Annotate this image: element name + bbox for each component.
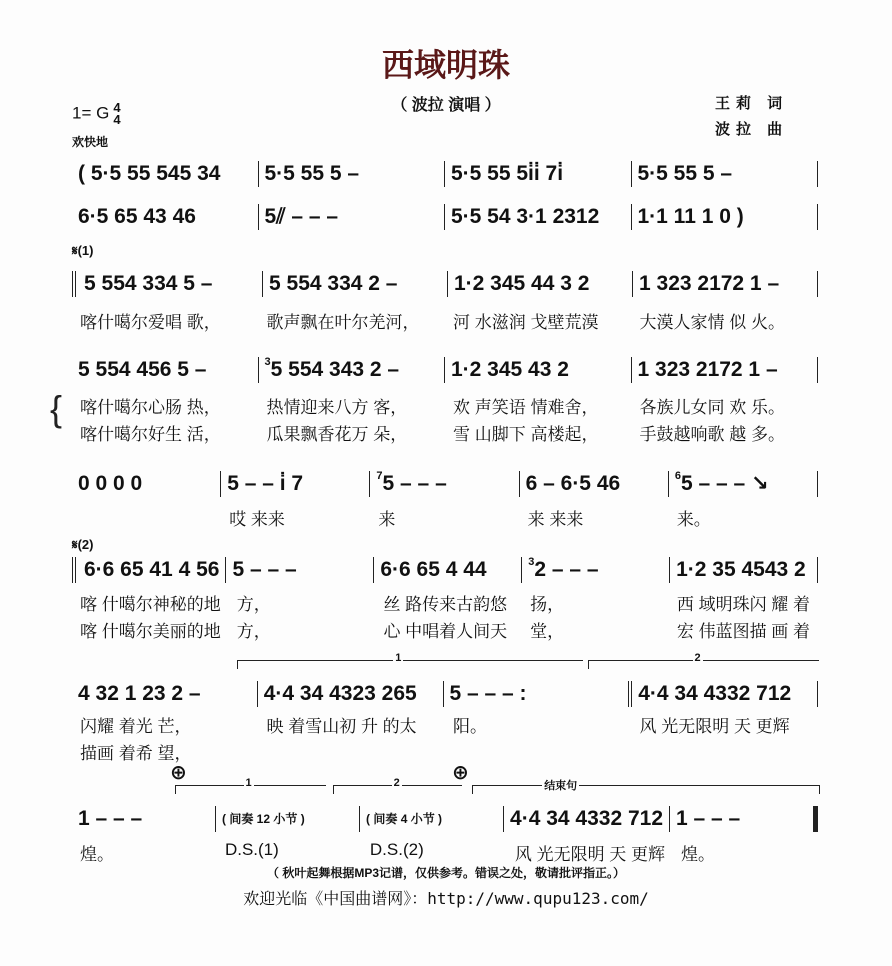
- notation-row: [72, 270, 818, 298]
- measure-notes: 5⫽ – – –: [264, 205, 339, 228]
- measure-notes: 5 – – –: [382, 472, 447, 495]
- measure: [221, 471, 370, 497]
- measure-notes: 6·5 65 43 46: [78, 205, 196, 228]
- lyric-segment: 风 光无限明 天 更辉: [639, 717, 790, 736]
- measure: [263, 271, 448, 297]
- lyricist: 王莉 词: [715, 95, 789, 112]
- lyric-segment: 来: [378, 510, 396, 529]
- measure-notes: 1 323 2172 1 –: [639, 272, 780, 295]
- lyric-segment: 煌。: [80, 845, 114, 864]
- measure-notes: 5 – – – :: [449, 682, 527, 705]
- lyric-segment: 西 域明珠闪 耀 着: [676, 595, 811, 614]
- volta-label: 1: [245, 777, 252, 789]
- lyrics-line: [72, 393, 818, 418]
- lyric-segment: 手鼓越响歌 越 多。: [639, 425, 785, 444]
- performer: （ 波拉 演唱 ）: [391, 97, 501, 114]
- notation-row: [72, 356, 818, 384]
- measure-notes: 6·6 65 41 4 56: [84, 558, 220, 581]
- lyric-segment: D.S.(1): [224, 840, 279, 859]
- lyric-segment: 丝 路传来古韵悠: [383, 595, 508, 614]
- measure-notes: 1·2 345 44 3 2: [454, 272, 590, 295]
- measure: [632, 357, 819, 383]
- measure: [226, 557, 374, 583]
- measure-notes: 5 – – i̇ 7: [227, 472, 304, 495]
- measure: [72, 806, 216, 832]
- measure-notes: 5 554 343 2 –: [270, 358, 400, 381]
- measure: [370, 471, 519, 497]
- lyric-segment: 阳。: [453, 717, 487, 736]
- lyric-segment: 来。: [676, 510, 711, 529]
- lyric-segment: 描画 着希 望，: [80, 744, 192, 763]
- ending-label: 结束句: [542, 777, 579, 793]
- volta-label: 2: [694, 652, 701, 664]
- notation-row: [72, 680, 818, 708]
- measure-notes: 6 – 6·5 46: [525, 472, 621, 495]
- lyric-segment: 风 光无限明 天 更辉: [514, 845, 666, 864]
- segno-2: 𝄋(2): [72, 537, 94, 552]
- lyrics-line: [72, 420, 818, 445]
- lyric-segment: 歌声飘在叶尔羌河，: [266, 313, 420, 332]
- measure-notes: 1·1 11 1 0 ): [637, 205, 744, 228]
- lyrics-line: [72, 712, 818, 737]
- measure-notes: 1·2 345 43 2: [451, 358, 569, 381]
- measure: [72, 271, 263, 297]
- verse-brace: {: [50, 388, 63, 429]
- measure: [632, 204, 819, 230]
- measure: [259, 161, 446, 187]
- lyric-segment: 瓜果飘香花万 朵，: [266, 425, 408, 444]
- measure: [72, 681, 258, 707]
- site-footer: 欢迎光临《中国曲谱网》：http://www.qupu123.com/: [243, 889, 649, 908]
- volta-1: [175, 777, 326, 794]
- grace-note: 3: [264, 356, 271, 368]
- time-signature: [113, 102, 120, 126]
- lyrics-line: [72, 840, 818, 865]
- lyric-segment: 心 中唱着人间天: [383, 622, 508, 641]
- volta-label: 2: [393, 777, 400, 789]
- measure-notes: 2 – – –: [534, 558, 599, 581]
- lyric-segment: 喀 什噶尔美丽的地: [80, 622, 221, 641]
- lyric-segment: 雪 山脚下 高楼起，: [453, 425, 599, 444]
- lyric-segment: 热情迎来八方 客，: [266, 398, 408, 417]
- measure-notes: ( 间奏 12 小节 ): [222, 812, 305, 826]
- time-bottom: 4: [113, 112, 121, 127]
- volta-1: [237, 652, 583, 669]
- lyric-segment: 来 来来: [527, 510, 584, 529]
- measure: [632, 681, 818, 707]
- measure: [216, 806, 360, 832]
- lyric-segment: 各族儿女同 欢 乐。: [639, 398, 785, 417]
- notation-row: [72, 556, 818, 584]
- measure: [444, 681, 633, 707]
- measure: [72, 471, 221, 497]
- measure-notes: 5·5 55 5i̇i̇ 7i̇: [451, 162, 564, 185]
- measure: [72, 161, 259, 187]
- measure-notes: 5 – – – ↘: [680, 472, 769, 495]
- measure-notes: 5·5 55 5 –: [637, 162, 733, 185]
- lyric-segment: D.S.(2): [369, 840, 424, 859]
- grace-note: 7: [376, 470, 383, 482]
- measure: [504, 806, 670, 832]
- measure-notes: ( 间奏 4 小节 ): [366, 812, 443, 826]
- lyrics-line: [72, 505, 818, 530]
- notation-row: [72, 203, 818, 231]
- measure: [670, 557, 818, 583]
- measure-notes: 6·6 65 4 44: [380, 558, 487, 581]
- lyric-segment: 方，: [236, 622, 271, 641]
- lyric-segment: 喀什噶尔爱唱 歌，: [80, 313, 221, 332]
- key: 1= G: [72, 103, 110, 123]
- lyric-segment: [445, 739, 632, 764]
- measure: [259, 204, 446, 230]
- notation-row: [72, 160, 818, 188]
- tempo-marking: 欢快地: [72, 135, 109, 149]
- notation-row: [72, 470, 818, 498]
- measure-notes: 5 554 334 2 –: [269, 272, 398, 295]
- measure: [374, 557, 522, 583]
- lyric-segment: 方，: [236, 595, 271, 614]
- lyric-segment: 映 着雪山初 升 的太: [266, 717, 417, 736]
- lyric-segment: 喀什噶尔心肠 热，: [80, 398, 221, 417]
- lyric-segment: 大漠人家情 似 火。: [639, 313, 785, 332]
- measure-notes: 5·5 54 3·1 2312: [451, 205, 600, 228]
- measure-notes: 1·2 35 4543 2: [676, 558, 806, 581]
- song-title: 西域明珠: [381, 46, 510, 84]
- volta-label: 1: [395, 652, 402, 664]
- lyric-segment: [72, 505, 221, 530]
- lyric-segment: 扬，: [530, 595, 565, 614]
- coda-icon: ⊕: [170, 762, 187, 784]
- measure-notes: 0 0 0 0: [78, 472, 143, 495]
- measure-notes: 4 32 1 23 2 –: [78, 682, 201, 705]
- grace-note: 6: [674, 470, 681, 482]
- measure-notes: 4·4 34 4332 712: [638, 682, 792, 705]
- lyric-segment: [259, 739, 446, 764]
- lyric-segment: 哎 来来: [229, 510, 285, 529]
- measure: [445, 357, 632, 383]
- measure: [522, 557, 670, 583]
- coda-icon: ⊕: [452, 762, 469, 784]
- lyrics-line: [72, 617, 818, 642]
- measure-notes: 5 – – –: [232, 558, 297, 581]
- measure-notes: 1 – – –: [78, 807, 143, 830]
- measure: [72, 357, 259, 383]
- lyric-segment: 欢 声笑语 情难舍，: [453, 398, 599, 417]
- measure-notes: 4·4 34 4323 265: [263, 682, 417, 705]
- key-signature: [72, 102, 121, 126]
- lyric-segment: 煌。: [681, 845, 716, 864]
- notation-row: [72, 805, 818, 833]
- measure: [360, 806, 504, 832]
- measure: [669, 471, 818, 497]
- composer: 波拉 曲: [715, 121, 789, 138]
- time-top: 4: [113, 100, 121, 115]
- measure: [72, 204, 259, 230]
- lyric-segment: 河 水滋润 戈壁荒漠: [453, 313, 599, 332]
- lyric-segment: 喀 什噶尔神秘的地: [80, 595, 221, 614]
- lyric-segment: [632, 739, 819, 764]
- volta-2: [333, 777, 462, 794]
- transcription-note: （ 秋叶起舞根据MP3记谱，仅供参考。错误之处，敬请批评指正。）: [266, 866, 625, 880]
- measure: [448, 271, 633, 297]
- measure: [259, 357, 446, 383]
- measure-notes: 1 323 2172 1 –: [637, 358, 778, 381]
- measure-notes: 5·5 55 5 –: [264, 162, 360, 185]
- measure: [670, 806, 818, 832]
- measure: [520, 471, 669, 497]
- grace-note: 3: [528, 556, 535, 568]
- lyric-segment: 闪耀 着光 芒，: [80, 717, 192, 736]
- lyric-segment: 宏 伟蓝图描 画 着: [676, 622, 811, 641]
- lyric-segment: 堂，: [530, 622, 565, 641]
- measure: [632, 161, 819, 187]
- lyrics-line: [72, 308, 818, 333]
- segno-1: 𝄋(1): [72, 243, 94, 258]
- measure: [258, 681, 444, 707]
- measure: [72, 557, 226, 583]
- measure-notes: 5 554 456 5 –: [78, 358, 207, 381]
- measure-notes: ( 5·5 55 545 34: [78, 162, 221, 185]
- measure-notes: 4·4 34 4332 712: [510, 807, 664, 830]
- lyrics-line: [72, 590, 818, 615]
- measure-notes: 5 554 334 5 –: [84, 272, 213, 295]
- ending-bracket: [472, 780, 820, 794]
- volta-2: [588, 652, 819, 669]
- measure: [445, 161, 632, 187]
- measure: [633, 271, 818, 297]
- measure: [445, 204, 632, 230]
- lyric-segment: 喀什噶尔好生 活，: [80, 425, 221, 444]
- measure-notes: 1 – – –: [676, 807, 741, 830]
